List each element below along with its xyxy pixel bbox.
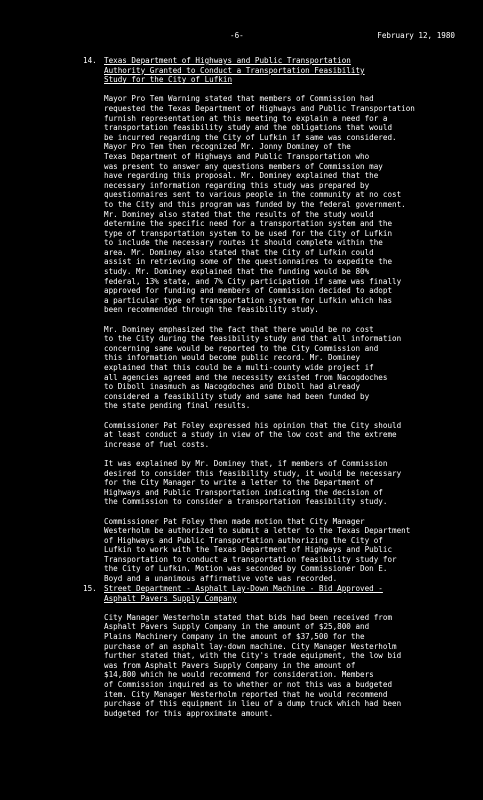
paragraph: City Manager Westerholm stated that bids had been received from Asphalt Pavers Supply Company in the amount of $25,800 and Plains Machinery Company in the amount of $37,500 for the purchase of an asphalt lay-down machine. City Manager Westerholm further stated that, with the City's trade equipment, the low bid was from Asphalt Pavers Supply Company in the amount of $14,800 which he would recommend for consideration. Members of Commission inquired as to whether or not this was a budgeted item. City Manager Westerholm reported that he would recommend purchase of this equipment in lieu of a dump truck which had been budgeted for this approximate amount.	[104, 612, 402, 718]
page-header	[0, 31, 483, 41]
item-number: 15.	[83, 584, 97, 593]
paragraph: Mr. Dominey emphasized the fact that there would be no cost to the City during the feasibility study and that all information concerning same would be reported to the City Commission and this information would become public record. Mr. Dominey explained that this could be a multi-county wide project if all agencies agreed and the necessity existed from Nacogdoches to Diboll inasmuch as Nacogdoches and Diboll had already considered a feasibility study and same had been funded by the state pending final results.	[104, 324, 402, 411]
agenda-item-14	[83, 56, 435, 584]
agenda-item-15	[83, 584, 435, 718]
item-title: Street Department - Asphalt Lay-Down Machine - Bid Approved - Asphalt Pavers Supply Company	[104, 584, 383, 603]
item-number: 14.	[83, 56, 97, 65]
paragraph: Commissioner Pat Foley then made motion that City Manager Westerholm be authorized to submit a letter to the Texas Department of Highways and Public Transportation authorizing the City of Lufkin to work with the Texas Department of Highways and Public Transportation to conduct a transportation feasibility study for the City of Lufkin. Motion was seconded by Commissioner Don E. Boyd and a unanimous affirmative vote was recorded.	[104, 516, 411, 584]
meeting-date: February 12, 1980	[377, 31, 455, 40]
page-number: -6-	[230, 31, 244, 40]
paragraph: Mayor Pro Tem Warning stated that members of Commission had requested the Texas Department of Highways and Public Transportation furnish representation at this meeting to explain a need for a transportation feasibility study and the obligations that would be incurred regarding the City of Lufkin if same was considered. Mayor Pro Tem then recognized Mr. Jonny Dominey of the Texas Department of Highways and Public Transportation who was present to answer any questions members of Commission may have regarding this proposal. Mr. Dominey explained that the necessary information regarding this study was prepared by questionnaires sent to various people in the community at no cost to the City and this program was funded by the federal government. Mr. Dominey also stated that the results of the study would determine the specific need for a transportation system and the type of transportation system to be used for the City of Lufkin to include the necessary routes it should complete within the area. Mr. Dominey also stated that the City of Lufkin could assist in retrieving some of the questionnaires to expedite the study. Mr. Dominey explained that the funding would be 80% federal, 13% state, and 7% City participation if same was finally approved for funding and members of Commission decided to adopt a particular type of transportation system for Lufkin which has been recommended through the feasibility study.	[104, 94, 415, 315]
paragraph: Commissioner Pat Foley expressed his opinion that the City should at least conduct a study in view of the low cost and the extreme increase of fuel costs.	[104, 420, 402, 449]
paragraph: It was explained by Mr. Dominey that, if members of Commission desired to consider this feasibility study, it would be necessary for the City Manager to write a letter to the Department of Highways and Public Transportation indicating the decision of the Commission to consider a transportation feasibility study.	[104, 458, 402, 507]
item-title: Texas Department of Highways and Public Transportation Authority Granted to Conduct a Transportation Feasibility Study for the City of Lufkin	[104, 56, 365, 85]
